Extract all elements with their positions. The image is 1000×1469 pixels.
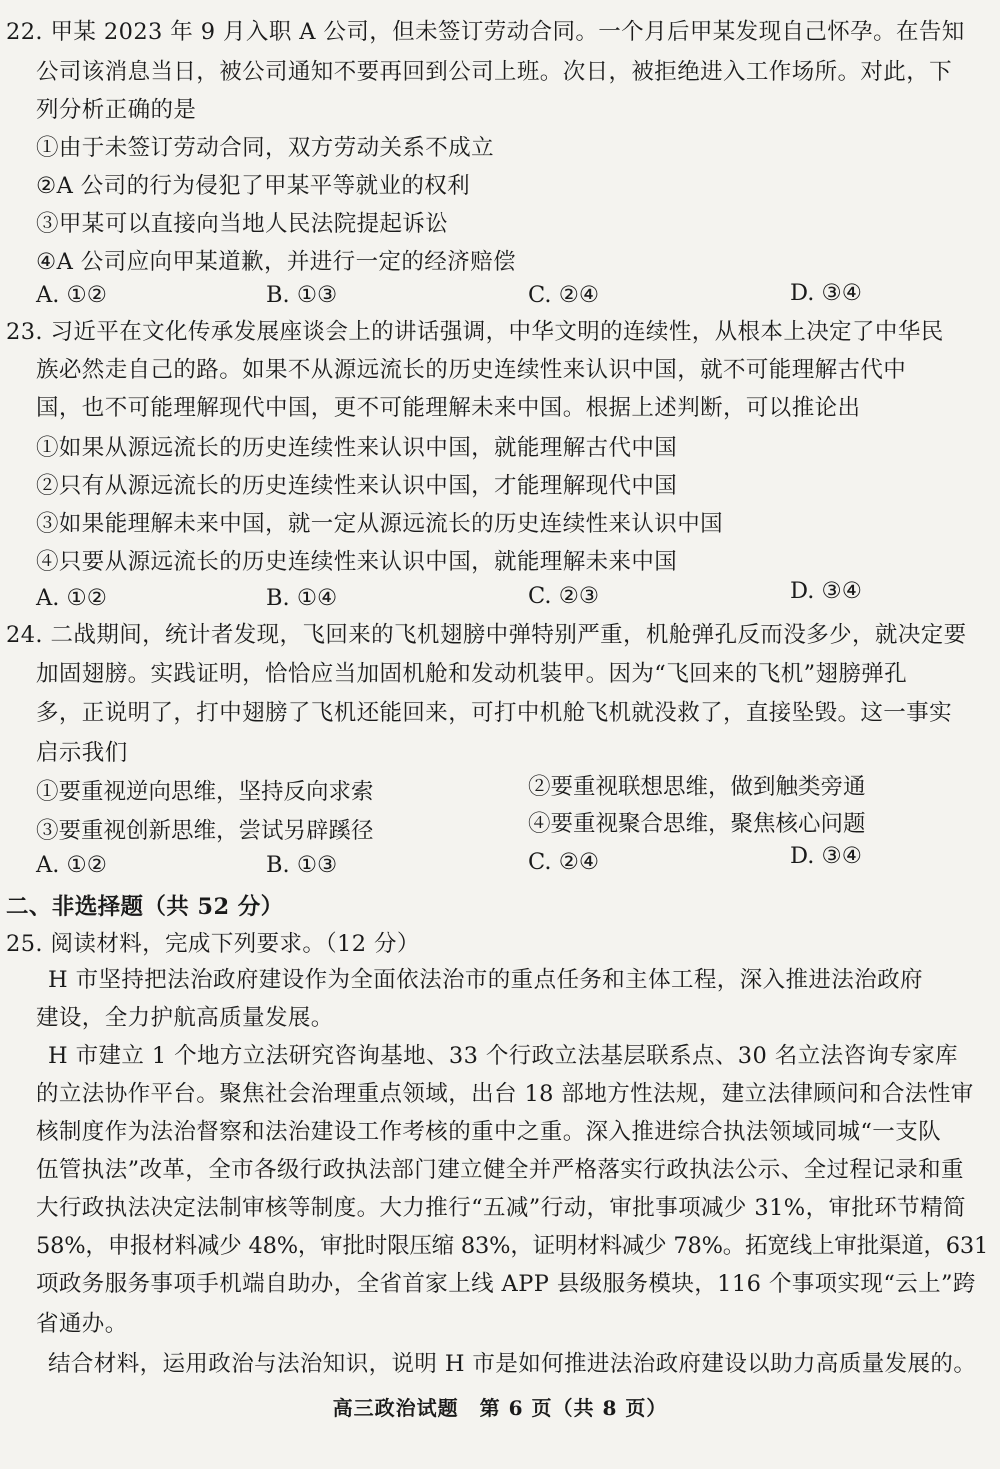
q24-stem-line-2: 加固翅膀。实践证明，恰恰应当加固机舱和发动机装甲。因为“飞回来的飞机”翅膀弹孔 — [36, 661, 908, 687]
q25-title: 25. 阅读材料，完成下列要求。（12 分） — [6, 931, 420, 957]
q25-para2-line-4: 伍管执法”改革，全市各级行政执法部门建立健全并严格落实行政执法公示、全过程记录和重 — [36, 1157, 964, 1183]
q25-para2-line-5: 大行政执法决定法制审核等制度。大力推行“五减”行动，审批事项减少 31%，审批环节精简 — [36, 1195, 966, 1221]
q23-statement-2: ②只有从源远流长的历史连续性来认识中国，才能理解现代中国 — [36, 473, 678, 499]
q25-para1-line-1: H 市坚持把法治政府建设作为全面依法治市的重点任务和主体工程，深入推进法治政府 — [48, 967, 923, 993]
q23-statement-1: ①如果从源远流长的历史连续性来认识中国，就能理解古代中国 — [36, 435, 678, 461]
q25-para2-line-6: 58%，申报材料减少 48%，审批时限压缩 83%，证明材料减少 78%。拓宽线上审批渠道，631 — [36, 1233, 989, 1259]
q25-para2-line-2: 的立法协作平台。聚焦社会治理重点领域，出台 18 部地方性法规，建立法律顾问和合法性审 — [36, 1081, 974, 1107]
q24-option-c: C. ②④ — [528, 849, 600, 875]
q23-option-c: C. ②③ — [528, 583, 600, 609]
q23-stem-line-3: 国，也不可能理解现代中国，更不可能理解未来中国。根据上述判断，可以推论出 — [36, 395, 861, 421]
q25-para2-line-1: H 市建立 1 个地方立法研究咨询基地、33 个行政立法基层联系点、30 名立法咨询专家库 — [48, 1043, 958, 1069]
q24-stem-line-4: 启示我们 — [36, 740, 128, 766]
q25-para1-line-2: 建设，全力护航高质量发展。 — [36, 1005, 334, 1031]
q23-stem-line-1: 23. 习近平在文化传承发展座谈会上的讲话强调，中华文明的连续性，从根本上决定了中华民 — [6, 319, 944, 345]
q24-stem-line-3: 多，正说明了，打中翅膀了飞机还能回来，可打中机舱飞机就没救了，直接坠毁。这一事实 — [36, 700, 953, 726]
section-2-title: 二、非选择题（共 52 分） — [6, 894, 284, 920]
q24-option-a: A. ①② — [36, 852, 107, 878]
q23-stem-line-2: 族必然走自己的路。如果不从源远流长的历史连续性来认识中国，就不可能理解古代中 — [36, 357, 907, 383]
q23-statement-3: ③如果能理解未来中国，就一定从源远流长的历史连续性来认识中国 — [36, 511, 724, 537]
q22-stem-line-3: 列分析正确的是 — [36, 97, 197, 123]
q24-statement-2: ②要重视联想思维，做到触类旁通 — [528, 774, 866, 800]
q22-stem-line-2: 公司该消息当日，被公司通知不要再回到公司上班。次日，被拒绝进入工作场所。对此，下 — [36, 59, 953, 85]
q25-para2-line-3: 核制度作为法治督察和法治建设工作考核的重中之重。深入推进综合执法领域同城“一支队 — [36, 1119, 942, 1145]
q23-option-b: B. ①④ — [266, 585, 338, 611]
q25-para2-line-8: 省通办。 — [36, 1311, 128, 1337]
q23-statement-4: ④只要从源远流长的历史连续性来认识中国，就能理解未来中国 — [36, 549, 678, 575]
q22-option-d: D. ③④ — [790, 280, 862, 306]
q22-statement-3: ③甲某可以直接向当地人民法院提起诉讼 — [36, 211, 449, 237]
q22-statement-4: ④A 公司应向甲某道歉，并进行一定的经济赔偿 — [36, 249, 516, 275]
q23-option-a: A. ①② — [36, 585, 107, 611]
q24-stem-line-1: 24. 二战期间，统计者发现，飞回来的飞机翅膀中弹特别严重，机舱弹孔反而没多少，就决定要 — [6, 622, 967, 648]
q25-requirement: 结合材料，运用政治与法治知识，说明 H 市是如何推进法治政府建设以助力高质量发展的。 — [48, 1351, 977, 1377]
q22-statement-1: ①由于未签订劳动合同，双方劳动关系不成立 — [36, 135, 495, 161]
q24-statement-1: ①要重视逆向思维，坚持反向求索 — [36, 779, 374, 805]
q22-option-c: C. ②④ — [528, 282, 600, 308]
q22-option-b: B. ①③ — [266, 282, 338, 308]
q22-option-a: A. ①② — [36, 282, 107, 308]
q24-statement-4: ④要重视聚合思维，聚焦核心问题 — [528, 811, 866, 837]
q23-option-d: D. ③④ — [790, 578, 862, 604]
q22-stem-line-1: 22. 甲某 2023 年 9 月入职 A 公司，但未签订劳动合同。一个月后甲某发现自己怀孕。在告知 — [6, 19, 965, 45]
q22-statement-2: ②A 公司的行为侵犯了甲某平等就业的权利 — [36, 173, 471, 199]
q24-option-b: B. ①③ — [266, 852, 338, 878]
q25-para2-line-7: 项政务服务事项手机端自助办，全省首家上线 APP 县级服务模块，116 个事项实现“云上”跨 — [36, 1271, 976, 1297]
q24-statement-3: ③要重视创新思维，尝试另辟蹊径 — [36, 818, 374, 844]
q24-option-d: D. ③④ — [790, 843, 862, 869]
page-footer: 高三政治试题 第 6 页（共 8 页） — [332, 1396, 668, 1420]
